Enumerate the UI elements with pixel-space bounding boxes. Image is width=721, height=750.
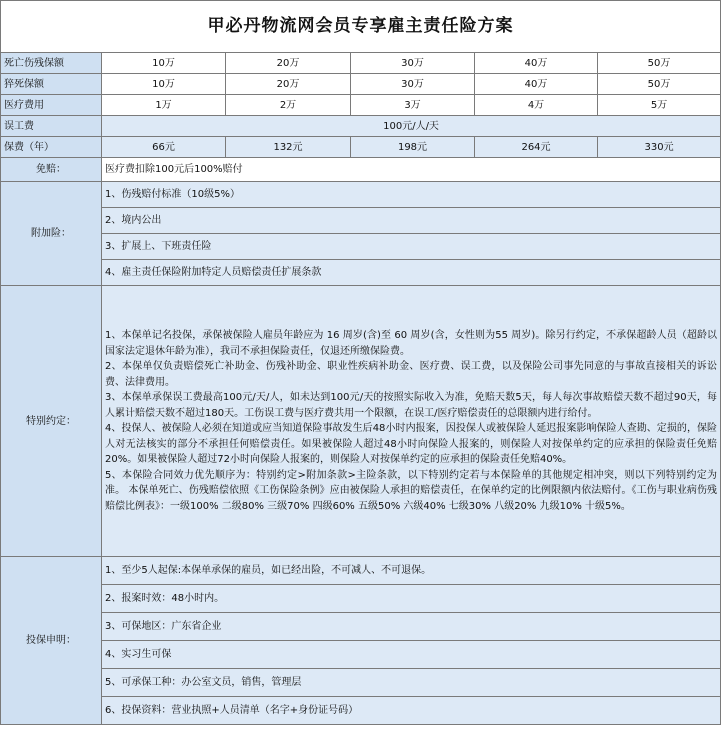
rate-value: 40万 — [475, 53, 598, 74]
addon-row — [1, 260, 721, 286]
premium-value: 198元 — [351, 137, 475, 158]
declaration-row — [1, 641, 721, 669]
declaration-label: 投保申明： — [1, 557, 102, 725]
special-term: 2、本保单仅负责赔偿死亡补助金、伤残补助金、职业性疾病补助金、医疗费、误工费，以及保险公司事先同意的与事故直接相关的诉讼费、法律费用。 — [105, 361, 718, 388]
death-disability-row — [1, 53, 721, 74]
special-label: 特别约定： — [1, 286, 102, 557]
sudden-death-row — [1, 74, 721, 95]
premium-value: 132元 — [226, 137, 351, 158]
addons-label: 附加险： — [1, 182, 102, 286]
declaration-item: 5、可承保工种：办公室文员，销售，管理层 — [102, 669, 721, 697]
declaration-item: 3、可保地区：广东省企业 — [102, 613, 721, 641]
rate-label: 医疗费用 — [1, 95, 102, 116]
rate-value: 10万 — [102, 53, 226, 74]
addon-item: 1、伤残赔付标准（10级5%） — [102, 182, 721, 208]
rate-label: 猝死保额 — [1, 74, 102, 95]
rate-value: 2万 — [226, 95, 351, 116]
rate-value: 3万 — [351, 95, 475, 116]
rate-value: 20万 — [226, 53, 351, 74]
declaration-row — [1, 697, 721, 725]
premium-value: 330元 — [598, 137, 721, 158]
rate-value: 1万 — [102, 95, 226, 116]
title-row — [1, 1, 721, 53]
rate-value: 10万 — [102, 74, 226, 95]
rate-value: 30万 — [351, 74, 475, 95]
declaration-item: 2、报案时效：48小时内。 — [102, 585, 721, 613]
premium-row — [1, 137, 721, 158]
addon-item: 4、雇主责任保险附加特定人员赔偿责任扩展条款 — [102, 260, 721, 286]
deductible-row — [1, 158, 721, 182]
page-title: 甲必丹物流网会员专享雇主责任险方案 — [1, 1, 721, 53]
rate-value: 4万 — [475, 95, 598, 116]
deductible-value: 医疗费扣除100元后100%赔付 — [102, 158, 721, 182]
rate-label: 死亡伤残保额 — [1, 53, 102, 74]
delay-fee-value: 100元/人/天 — [102, 116, 721, 137]
declaration-item: 1、至少5人起保:本保单承保的雇员，如已经出险，不可减人、不可退保。 — [102, 557, 721, 585]
medical-row — [1, 95, 721, 116]
addon-row — [1, 182, 721, 208]
declaration-row — [1, 613, 721, 641]
rate-value: 50万 — [598, 74, 721, 95]
declaration-row — [1, 669, 721, 697]
premium-value: 66元 — [102, 137, 226, 158]
declaration-row — [1, 557, 721, 585]
delay-fee-row — [1, 116, 721, 137]
delay-fee-label: 误工费 — [1, 116, 102, 137]
addon-item: 2、境内公出 — [102, 208, 721, 234]
addon-row — [1, 208, 721, 234]
declaration-item: 6、投保资料：营业执照+人员清单（名字+身份证号码） — [102, 697, 721, 725]
rate-value: 30万 — [351, 53, 475, 74]
premium-value: 264元 — [475, 137, 598, 158]
deductible-label: 免赔： — [1, 158, 102, 182]
special-term: 1、本保单记名投保，承保被保险人雇员年龄应为 16 周岁(含)至 60 周岁(含，女性则为55 周岁)。除另行约定，不承保超龄人员（超龄以国家法定退休年龄为准），我司不承担保险责任，仅退还所缴保险费。 — [105, 330, 718, 357]
special-terms — [102, 286, 721, 557]
rate-value: 50万 — [598, 53, 721, 74]
special-term: 5、本保险合同效力优先顺序为：特别约定>附加条款>主险条款，以下特别约定若与本保险单的其他规定相冲突，则以下列特别约定为准。 本保单死亡、伤残赔偿依照《工伤保险条例》应由被保险人承担的赔偿责任，在保单约定的比例限额内依法赔付。《工伤与职业病伤残赔偿比例表》：一级100% 二级80% 三级70% 四级60% 五级50% 六级40% 七级30% 八级20% 九级10% 十级5%。 — [105, 469, 718, 512]
special-term: 3、本保单承保误工费最高100元/天/人，如未达到100元/天的按照实际收入为准，免赔天数5天，每人每次事故赔偿天数不超过90天，每人累计赔偿天数不超过180天。工伤误工费与医疗费共用一个限额，在误工/医疗赔偿责任的总限额内进行给付。 — [105, 392, 718, 419]
addon-row — [1, 234, 721, 260]
addon-item: 3、扩展上、下班责任险 — [102, 234, 721, 260]
special-term: 4、投保人、被保险人必须在知道或应当知道保险事故发生后48小时内报案，因投保人或被保险人延迟报案影响保险人查勘、定损的，保险人对无法核实的部分不承担任何赔偿责任。如果被保险人超过48小时向保险人报案的，则保险人对按保单约定的应承担的保险责任免赔20%。如果被保险人超过72小时向保险人报案的，则保险人对按保单约定的应承担的保险责任免赔40%。 — [105, 423, 718, 465]
special-row — [1, 286, 721, 557]
premium-label: 保费（年） — [1, 137, 102, 158]
declaration-item: 4、实习生可保 — [102, 641, 721, 669]
rate-value: 5万 — [598, 95, 721, 116]
rate-value: 40万 — [475, 74, 598, 95]
declaration-row — [1, 585, 721, 613]
rate-value: 20万 — [226, 74, 351, 95]
